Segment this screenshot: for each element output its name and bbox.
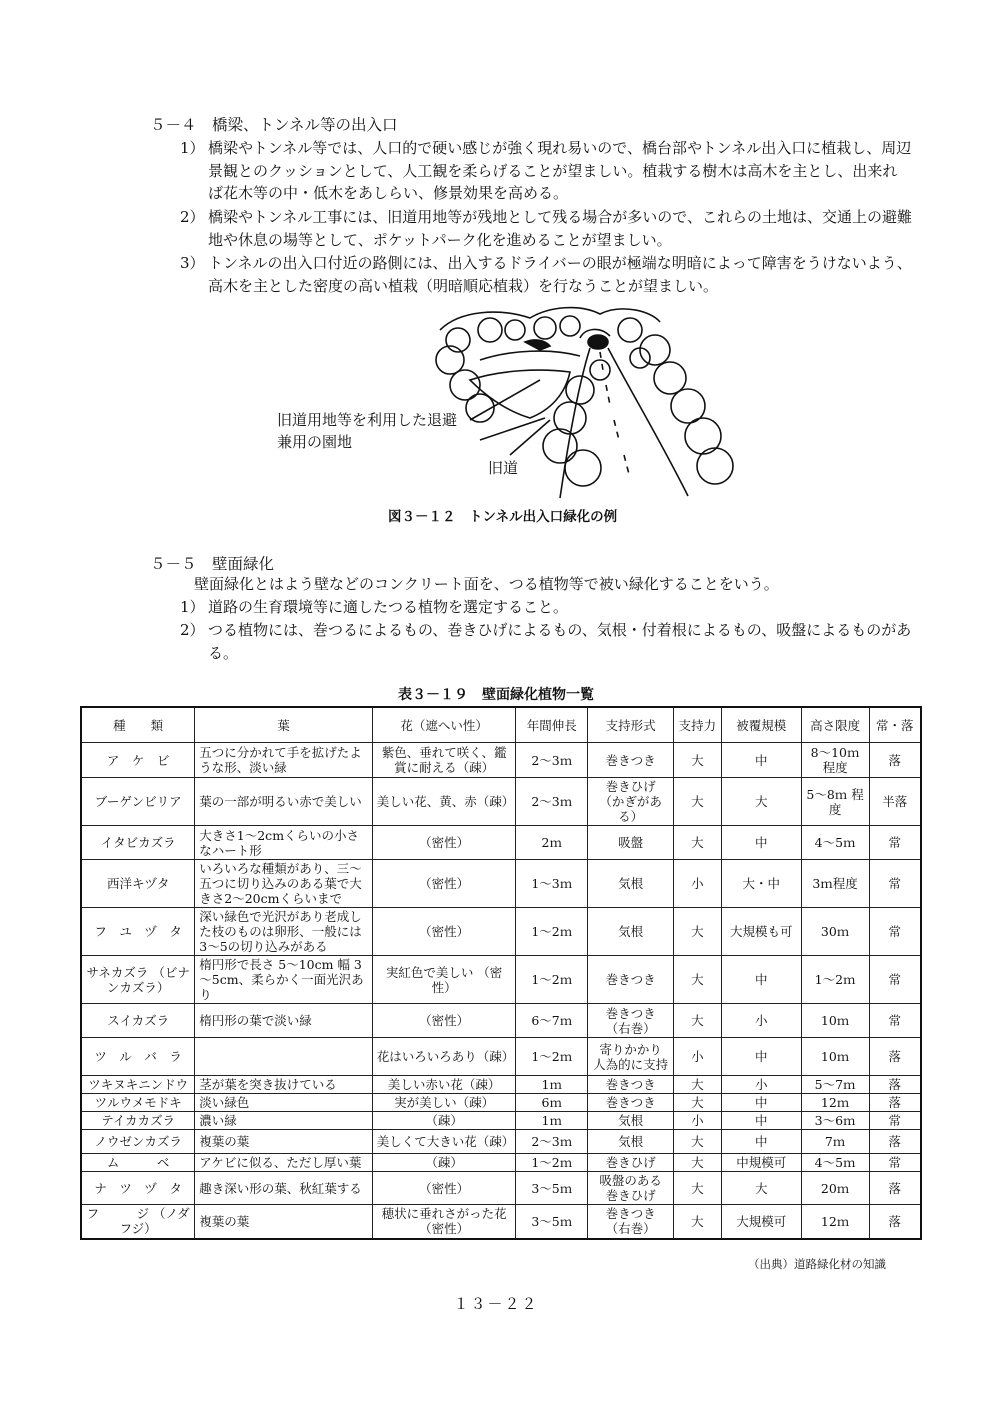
column-header: 花（遮へい性） bbox=[372, 707, 516, 743]
table-cell: フ ユ ヅ タ bbox=[81, 908, 195, 956]
table-cell: 楕円形で長さ 5～10cm 幅 3～5cm、柔らかく一面光沢あり bbox=[195, 956, 372, 1004]
table-cell: 小 bbox=[721, 1076, 801, 1094]
table-cell: 20ｍ bbox=[801, 1172, 869, 1205]
table-cell: 大・中 bbox=[721, 860, 801, 908]
table-cell: フ ジ （ノダフジ） bbox=[81, 1205, 195, 1239]
table-cell: イタビカズラ bbox=[81, 826, 195, 860]
table-cell: 葉の一部が明るい赤で美しい bbox=[195, 778, 372, 826]
table-cell: 5～8ｍ 程度 bbox=[801, 778, 869, 826]
table-cell: 巻きひげ bbox=[588, 1154, 674, 1172]
table-cell: 大 bbox=[673, 908, 721, 956]
table-cell: 2～3ｍ bbox=[516, 743, 588, 778]
table-cell: 大 bbox=[673, 778, 721, 826]
table-row bbox=[81, 826, 921, 860]
table-cell: 12ｍ bbox=[801, 1094, 869, 1112]
table-cell: （密性） bbox=[372, 826, 516, 860]
table-cell: 2～3ｍ bbox=[516, 778, 588, 826]
table-row bbox=[81, 778, 921, 826]
table-cell: 西洋キヅタ bbox=[81, 860, 195, 908]
table-cell: 4～5ｍ bbox=[801, 1154, 869, 1172]
figure-label-old-road: 旧道 bbox=[488, 459, 519, 477]
table-cell: ツキヌキニンドウ bbox=[81, 1076, 195, 1094]
table-cell: 12ｍ bbox=[801, 1205, 869, 1239]
table-cell: 5～7ｍ bbox=[801, 1076, 869, 1094]
table-cell: 花はいろいろあり（疎） bbox=[372, 1038, 516, 1076]
section-heading-5-4: ５－４ 橋梁、トンネル等の出入口 bbox=[150, 116, 398, 134]
table-cell: 巻きつき bbox=[588, 743, 674, 778]
list-item-5-4-1 bbox=[180, 137, 912, 205]
table-cell bbox=[195, 1038, 372, 1076]
plant-table bbox=[80, 706, 922, 1240]
table-row bbox=[81, 860, 921, 908]
table-row bbox=[81, 1154, 921, 1172]
table-cell: （密性） bbox=[372, 908, 516, 956]
list-item-5-4-2 bbox=[180, 206, 912, 251]
table-cell: （密性） bbox=[372, 860, 516, 908]
table-cell: 大 bbox=[673, 1130, 721, 1154]
table-cell: 大 bbox=[673, 1172, 721, 1205]
table-cell: 常 bbox=[869, 1112, 921, 1130]
table-row bbox=[81, 1130, 921, 1154]
table-header-row bbox=[81, 707, 921, 743]
table-cell: 6ｍ bbox=[516, 1094, 588, 1112]
table-cell: （密性） bbox=[372, 1172, 516, 1205]
table-row bbox=[81, 1094, 921, 1112]
table-cell: 巻きひげ （かぎがある） bbox=[588, 778, 674, 826]
item-number: 3） bbox=[180, 254, 205, 272]
table-cell: 1ｍ bbox=[516, 1112, 588, 1130]
table-cell: 3～5ｍ bbox=[516, 1172, 588, 1205]
table-cell: 中 bbox=[721, 1038, 801, 1076]
item-number: 1） bbox=[180, 598, 205, 616]
table-cell: 楕円形の葉で淡い緑 bbox=[195, 1004, 372, 1038]
table-cell: 落 bbox=[869, 1076, 921, 1094]
table-cell: ア ケ ビ bbox=[81, 743, 195, 778]
table-cell: 落 bbox=[869, 1130, 921, 1154]
table-cell: 常 bbox=[869, 860, 921, 908]
table-cell: 1～2ｍ bbox=[516, 1154, 588, 1172]
table-cell: 穂状に垂れさがった花 （密性） bbox=[372, 1205, 516, 1239]
column-header: 被覆規模 bbox=[721, 707, 801, 743]
table-row bbox=[81, 1172, 921, 1205]
table-cell: 3ｍ程度 bbox=[801, 860, 869, 908]
table-cell: 落 bbox=[869, 1172, 921, 1205]
table-row bbox=[81, 1038, 921, 1076]
table-row bbox=[81, 956, 921, 1004]
table-cell: 深い緑色で光沢があり老成した枝のものは卵形、一般には3～5の切り込みがある bbox=[195, 908, 372, 956]
figure-caption: 図３－１２ トンネル出入口緑化の例 bbox=[388, 509, 618, 525]
table-cell: ナ ツ ヅ タ bbox=[81, 1172, 195, 1205]
table-cell: ブーゲンビリア bbox=[81, 778, 195, 826]
table-cell: 吸盤 bbox=[588, 826, 674, 860]
table-cell: 紫色、垂れて咲く、鑑賞に耐える（疎） bbox=[372, 743, 516, 778]
column-header: 支持力 bbox=[673, 707, 721, 743]
table-cell: 大 bbox=[673, 1004, 721, 1038]
table-cell: 濃い緑 bbox=[195, 1112, 372, 1130]
table-cell: 大規模可 bbox=[721, 1205, 801, 1239]
table-cell: 複葉の葉 bbox=[195, 1130, 372, 1154]
table-cell: 中 bbox=[721, 1094, 801, 1112]
table-cell: （密性） bbox=[372, 1004, 516, 1038]
table-cell: 中 bbox=[721, 1112, 801, 1130]
table-cell: アケビに似る、ただし厚い葉 bbox=[195, 1154, 372, 1172]
table-cell: 常 bbox=[869, 826, 921, 860]
table-cell: 巻きつき bbox=[588, 1076, 674, 1094]
table-cell: 落 bbox=[869, 1038, 921, 1076]
table-cell: 実紅色で美しい （密性） bbox=[372, 956, 516, 1004]
table-cell: 6～7ｍ bbox=[516, 1004, 588, 1038]
table-cell: 気根 bbox=[588, 860, 674, 908]
item-text: 橋梁やトンネル工事には、旧道用地等が残地として残る場合が多いので、これらの土地は、交通上の避難地や休息の場等として、ポケットパーク化を進めることが望ましい。 bbox=[208, 208, 912, 249]
table-cell: 中 bbox=[721, 956, 801, 1004]
table-cell: 大 bbox=[673, 826, 721, 860]
table-cell: 半落 bbox=[869, 778, 921, 826]
table-source: （出典）道路緑化材の知識 bbox=[748, 1257, 886, 1271]
item-text: トンネルの出入口付近の路側には、出入するドライバーの眼が極端な明暗によって障害をうけないよう、高木を主とした密度の高い植栽（明暗順応植栽）を行なうことが望ましい。 bbox=[208, 254, 912, 295]
table-cell: ツ ル バ ラ bbox=[81, 1038, 195, 1076]
table-cell: 中 bbox=[721, 826, 801, 860]
table-cell: 気根 bbox=[588, 908, 674, 956]
table-cell: 大 bbox=[673, 956, 721, 1004]
column-header: 葉 bbox=[195, 707, 372, 743]
table-cell: 大 bbox=[673, 1076, 721, 1094]
table-cell: 常 bbox=[869, 1004, 921, 1038]
table-row bbox=[81, 743, 921, 778]
table-cell: 落 bbox=[869, 1205, 921, 1239]
table-cell: 常 bbox=[869, 908, 921, 956]
section-heading-5-5: ５－５ 壁面緑化 bbox=[150, 555, 275, 573]
table-cell: テイカカズラ bbox=[81, 1112, 195, 1130]
table-cell: 五つに分かれて手を拡げたような形、淡い緑 bbox=[195, 743, 372, 778]
figure-label-area-line1: 旧道用地等を利用した退避 bbox=[277, 411, 458, 429]
item-text: 道路の生育環境等に適したつる植物を選定すること。 bbox=[208, 598, 569, 616]
tunnel-entrance-illustration bbox=[420, 300, 740, 500]
table-cell: いろいろな種類があり、三～五つに切り込みのある葉で大きさ2～20cmくらいまで bbox=[195, 860, 372, 908]
list-item-5-5-1 bbox=[180, 596, 912, 619]
table-cell: 小 bbox=[721, 1004, 801, 1038]
table-cell: 大 bbox=[673, 1205, 721, 1239]
table-cell: ム ベ bbox=[81, 1154, 195, 1172]
page-number: １３－２２ bbox=[453, 1295, 539, 1313]
table-cell: 小 bbox=[673, 1112, 721, 1130]
list-item-5-4-3 bbox=[180, 252, 912, 297]
table-cell: 7ｍ bbox=[801, 1130, 869, 1154]
table-cell: ツルウメモドキ bbox=[81, 1094, 195, 1112]
table-cell: 巻きつき bbox=[588, 1094, 674, 1112]
table-cell: 大規模も可 bbox=[721, 908, 801, 956]
table-cell: 1ｍ bbox=[516, 1076, 588, 1094]
table-cell: 落 bbox=[869, 1094, 921, 1112]
table-cell: 大きさ1～2cmくらいの小さなハート形 bbox=[195, 826, 372, 860]
table-cell: 中 bbox=[721, 743, 801, 778]
item-text: 橋梁やトンネル等では、人口的で硬い感じが強く現れ易いので、橋台部やトンネル出入口に植栽し、周辺景観とのクッションとして、人工観を柔らげることが望ましい。植栽する樹木は高木を主とし、出来れば花木等の中・低木をあしらい、修景効果を高める。 bbox=[208, 139, 912, 202]
table-cell: （疎） bbox=[372, 1112, 516, 1130]
item-number: 2） bbox=[180, 208, 205, 226]
table-cell: 1～3ｍ bbox=[516, 860, 588, 908]
table-title: 表３－１９ 壁面緑化植物一覧 bbox=[398, 687, 594, 703]
table-cell: 大 bbox=[673, 743, 721, 778]
table-cell: 美しい赤い花（疎） bbox=[372, 1076, 516, 1094]
table-cell: 巻きつき （右巻） bbox=[588, 1004, 674, 1038]
table-cell: 実が美しい（疎） bbox=[372, 1094, 516, 1112]
table-cell: 4～5ｍ bbox=[801, 826, 869, 860]
table-row bbox=[81, 908, 921, 956]
table-row bbox=[81, 1004, 921, 1038]
table-cell: 茎が葉を突き抜けている bbox=[195, 1076, 372, 1094]
table-cell: サネカズラ （ビナンカズラ） bbox=[81, 956, 195, 1004]
table-cell: スイカズラ bbox=[81, 1004, 195, 1038]
table-cell: 10ｍ bbox=[801, 1038, 869, 1076]
table-cell: ノウゼンカズラ bbox=[81, 1130, 195, 1154]
table-cell: 中規模可 bbox=[721, 1154, 801, 1172]
table-cell: 巻きつき bbox=[588, 956, 674, 1004]
table-cell: 美しい花、黄、赤（疎） bbox=[372, 778, 516, 826]
table-cell: 大 bbox=[721, 778, 801, 826]
list-item-5-5-2 bbox=[180, 619, 912, 664]
column-header: 常・落 bbox=[869, 707, 921, 743]
table-cell: 小 bbox=[673, 860, 721, 908]
item-text: つる植物には、巻つるによるもの、巻きひげによるもの、気根・付着根によるもの、吸盤によるものがある。 bbox=[208, 621, 912, 662]
table-cell: 小 bbox=[673, 1038, 721, 1076]
table-row bbox=[81, 1112, 921, 1130]
table-cell: 趣き深い形の葉、秋紅葉する bbox=[195, 1172, 372, 1205]
table-cell: 気根 bbox=[588, 1112, 674, 1130]
table-cell: 美しくて大きい花（疎） bbox=[372, 1130, 516, 1154]
column-header: 種 類 bbox=[81, 707, 195, 743]
table-cell: 吸盤のある 巻きひげ bbox=[588, 1172, 674, 1205]
table-cell: 1～2ｍ bbox=[516, 908, 588, 956]
column-header: 支持形式 bbox=[588, 707, 674, 743]
table-cell: 寄りかかり 人為的に支持 bbox=[588, 1038, 674, 1076]
column-header: 高さ限度 bbox=[801, 707, 869, 743]
table-cell: 30ｍ bbox=[801, 908, 869, 956]
section-intro: 壁面緑化とはよう壁などのコンクリート面を、つる植物等で被い緑化することをいう。 bbox=[194, 575, 779, 593]
table-cell: 3～6ｍ bbox=[801, 1112, 869, 1130]
table-cell: 1～2ｍ bbox=[516, 956, 588, 1004]
table-cell: （疎） bbox=[372, 1154, 516, 1172]
item-number: 1） bbox=[180, 139, 205, 157]
table-cell: 1～2ｍ bbox=[516, 1038, 588, 1076]
table-cell: 常 bbox=[869, 956, 921, 1004]
table-cell: 淡い緑色 bbox=[195, 1094, 372, 1112]
table-cell: 8～10ｍ 程度 bbox=[801, 743, 869, 778]
table-cell: 気根 bbox=[588, 1130, 674, 1154]
figure-label-area-line2: 兼用の園地 bbox=[277, 433, 353, 451]
table-cell: 2～3ｍ bbox=[516, 1130, 588, 1154]
table-cell: 大 bbox=[673, 1154, 721, 1172]
table-cell: 2ｍ bbox=[516, 826, 588, 860]
table-row bbox=[81, 1076, 921, 1094]
table-row bbox=[81, 1205, 921, 1239]
table-cell: 中 bbox=[721, 1130, 801, 1154]
table-cell: 10ｍ bbox=[801, 1004, 869, 1038]
table-cell: 常 bbox=[869, 1154, 921, 1172]
column-header: 年間伸長 bbox=[516, 707, 588, 743]
table-cell: 巻きつき （右巻） bbox=[588, 1205, 674, 1239]
table-cell: 3～5ｍ bbox=[516, 1205, 588, 1239]
table-cell: 大 bbox=[673, 1094, 721, 1112]
item-number: 2） bbox=[180, 621, 205, 639]
table-cell: 大 bbox=[721, 1172, 801, 1205]
table-cell: 落 bbox=[869, 743, 921, 778]
table-cell: 1～2ｍ bbox=[801, 956, 869, 1004]
table-cell: 複葉の葉 bbox=[195, 1205, 372, 1239]
